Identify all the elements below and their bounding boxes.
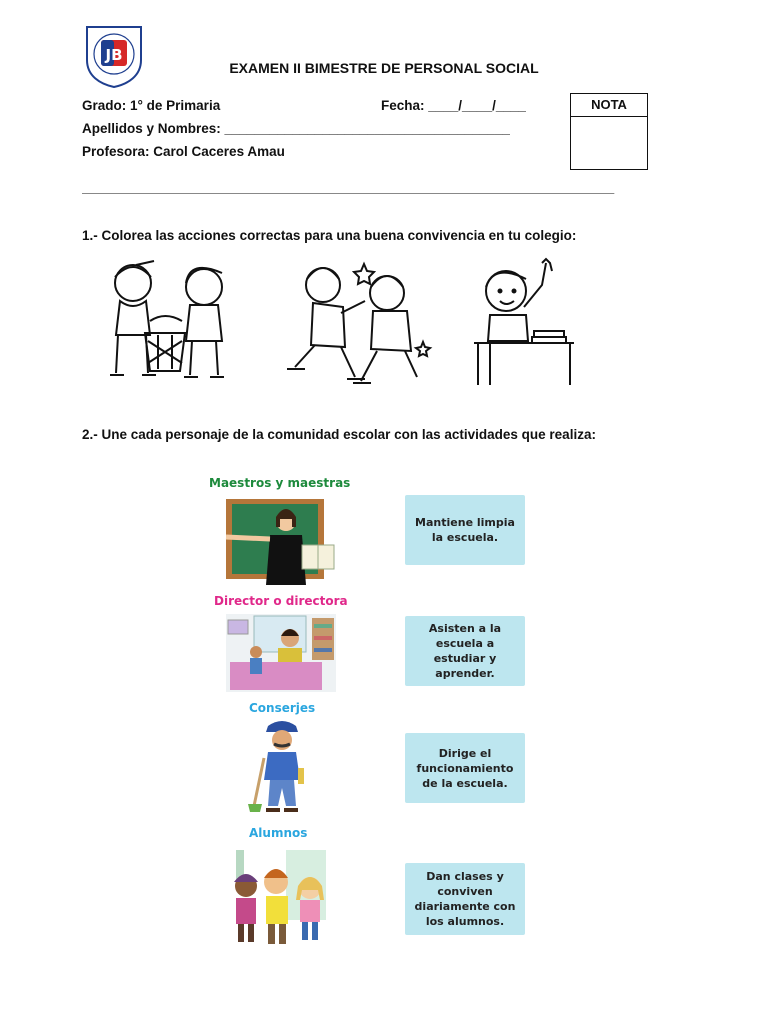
grade-box-header: NOTA	[571, 94, 647, 117]
label-students: Alumnos	[249, 826, 308, 840]
activity-box-cleaning[interactable]: Mantiene limpia la escuela.	[405, 495, 525, 565]
image-janitor	[246, 718, 316, 814]
question-1: 1.- Colorea las acciones correctas para una buena convivencia en tu colegio:	[82, 228, 577, 243]
activity-box-teach-classes[interactable]: Dan clases y conviven diariamente con los alumnos.	[405, 863, 525, 935]
activity-box-attend-school[interactable]: Asisten a la escuela a estudiar y aprender.	[405, 616, 525, 686]
illustration-student-raising-hand	[470, 257, 578, 387]
grade-line: Grado: 1° de Primaria	[82, 98, 221, 113]
label-teachers: Maestros y maestras	[209, 476, 351, 490]
separator-line: _______________________________________________________________________________	[82, 180, 614, 195]
grade-box	[570, 93, 648, 170]
image-teacher	[220, 495, 336, 585]
activity-box-direct-school[interactable]: Dirige el funcionamiento de la escuela.	[405, 733, 525, 803]
name-field[interactable]: Apellidos y Nombres: ______________________________________	[82, 121, 510, 136]
svg-text:JB: JB	[105, 46, 123, 64]
teacher-line: Profesora: Carol Caceres Amau	[82, 144, 285, 159]
exam-title: EXAMEN II BIMESTRE DE PERSONAL SOCIAL	[229, 60, 539, 76]
illustration-kids-recycling	[100, 255, 235, 387]
image-director	[226, 614, 336, 692]
illustration-kids-fighting	[285, 257, 433, 387]
date-field[interactable]: Fecha: ____/____/____	[381, 98, 526, 113]
image-students	[226, 846, 336, 948]
label-janitors: Conserjes	[249, 701, 316, 715]
label-director: Director o directora	[214, 594, 348, 608]
question-2: 2.- Une cada personaje de la comunidad escolar con las actividades que realiza:	[82, 427, 596, 442]
school-logo	[84, 24, 144, 88]
